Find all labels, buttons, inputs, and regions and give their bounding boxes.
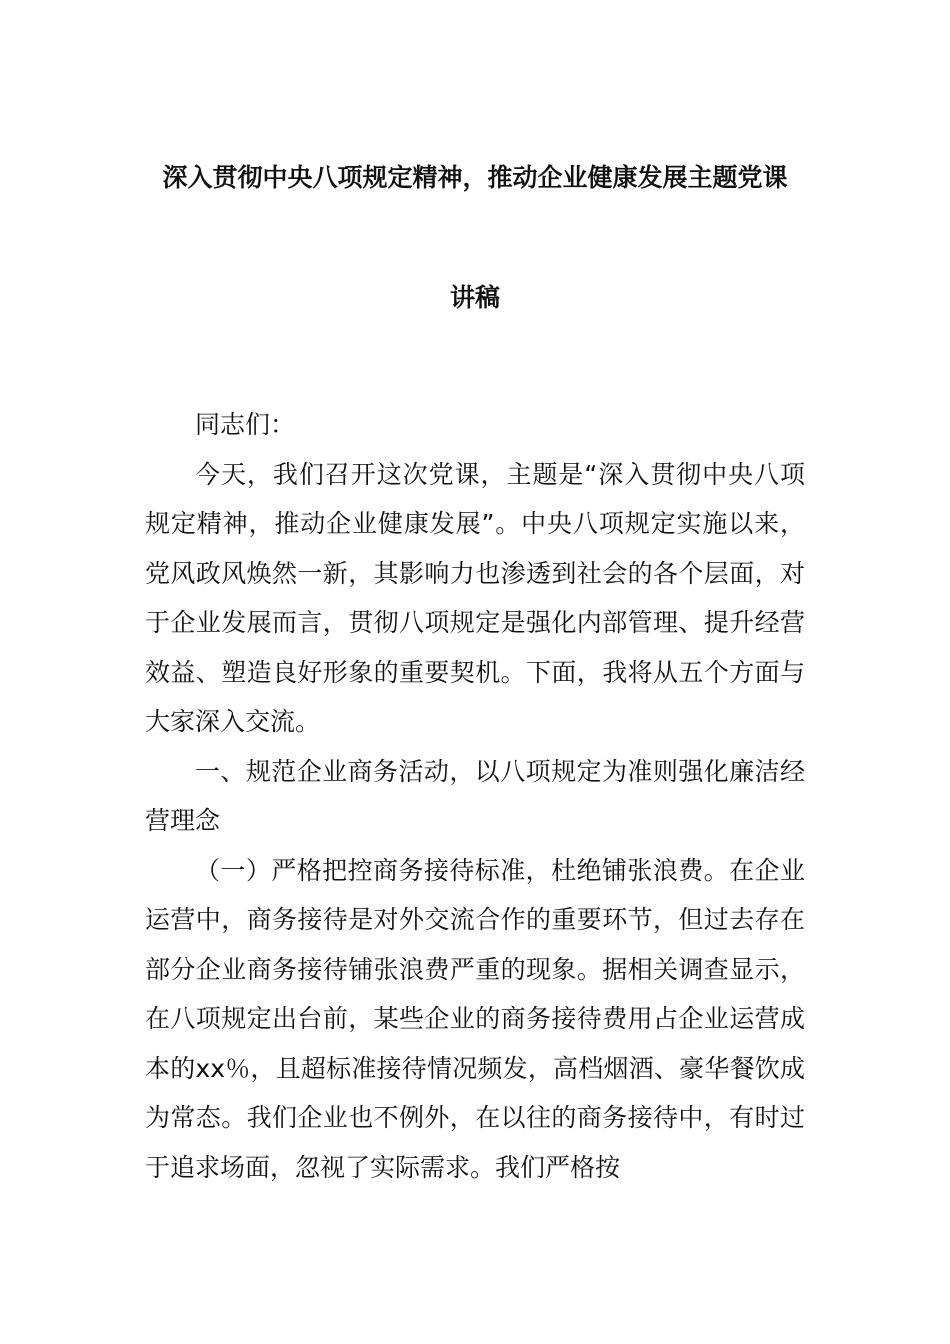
document-body [145, 400, 805, 1192]
salutation: 同志们： [195, 410, 296, 439]
paragraph-intro: 今天，我们召开这次党课，主题是“深入贯彻中央八项规定精神，推动企业健康发展”。中央八项规定实施以来，党风政风焕然一新，其影响力也渗透到社会的各个层面，对于企业发展而言，贯彻八项规定是强化内部管理、提升经营效益、塑造良好形象的重要契机。下面，我将从五个方面与大家深入交流。 [145, 459, 805, 736]
document-title-line-2: 讲稿 [449, 283, 500, 312]
document-title-line-1: 深入贯彻中央八项规定精神，推动企业健康发展主题党课 [162, 163, 788, 192]
paragraph-subsection-1: （一）严格把控商务接待标准，杜绝铺张浪费。在企业运营中，商务接待是对外交流合作的重要环节，但过去存在部分企业商务接待铺张浪费严重的现象。据相关调查显示，在八项规定出台前，某些企业的商务接待费用占企业运营成本的xx％，且超标准接待情况频发，高档烟酒、豪华餐饮成为常态。我们企业也不例外，在以往的商务接待中，有时过于追求场面，忽视了实际需求。我们严格按 [145, 855, 805, 1182]
section-heading-1: 一、规范企业商务活动，以八项规定为准则强化廉洁经营理念 [145, 756, 805, 835]
